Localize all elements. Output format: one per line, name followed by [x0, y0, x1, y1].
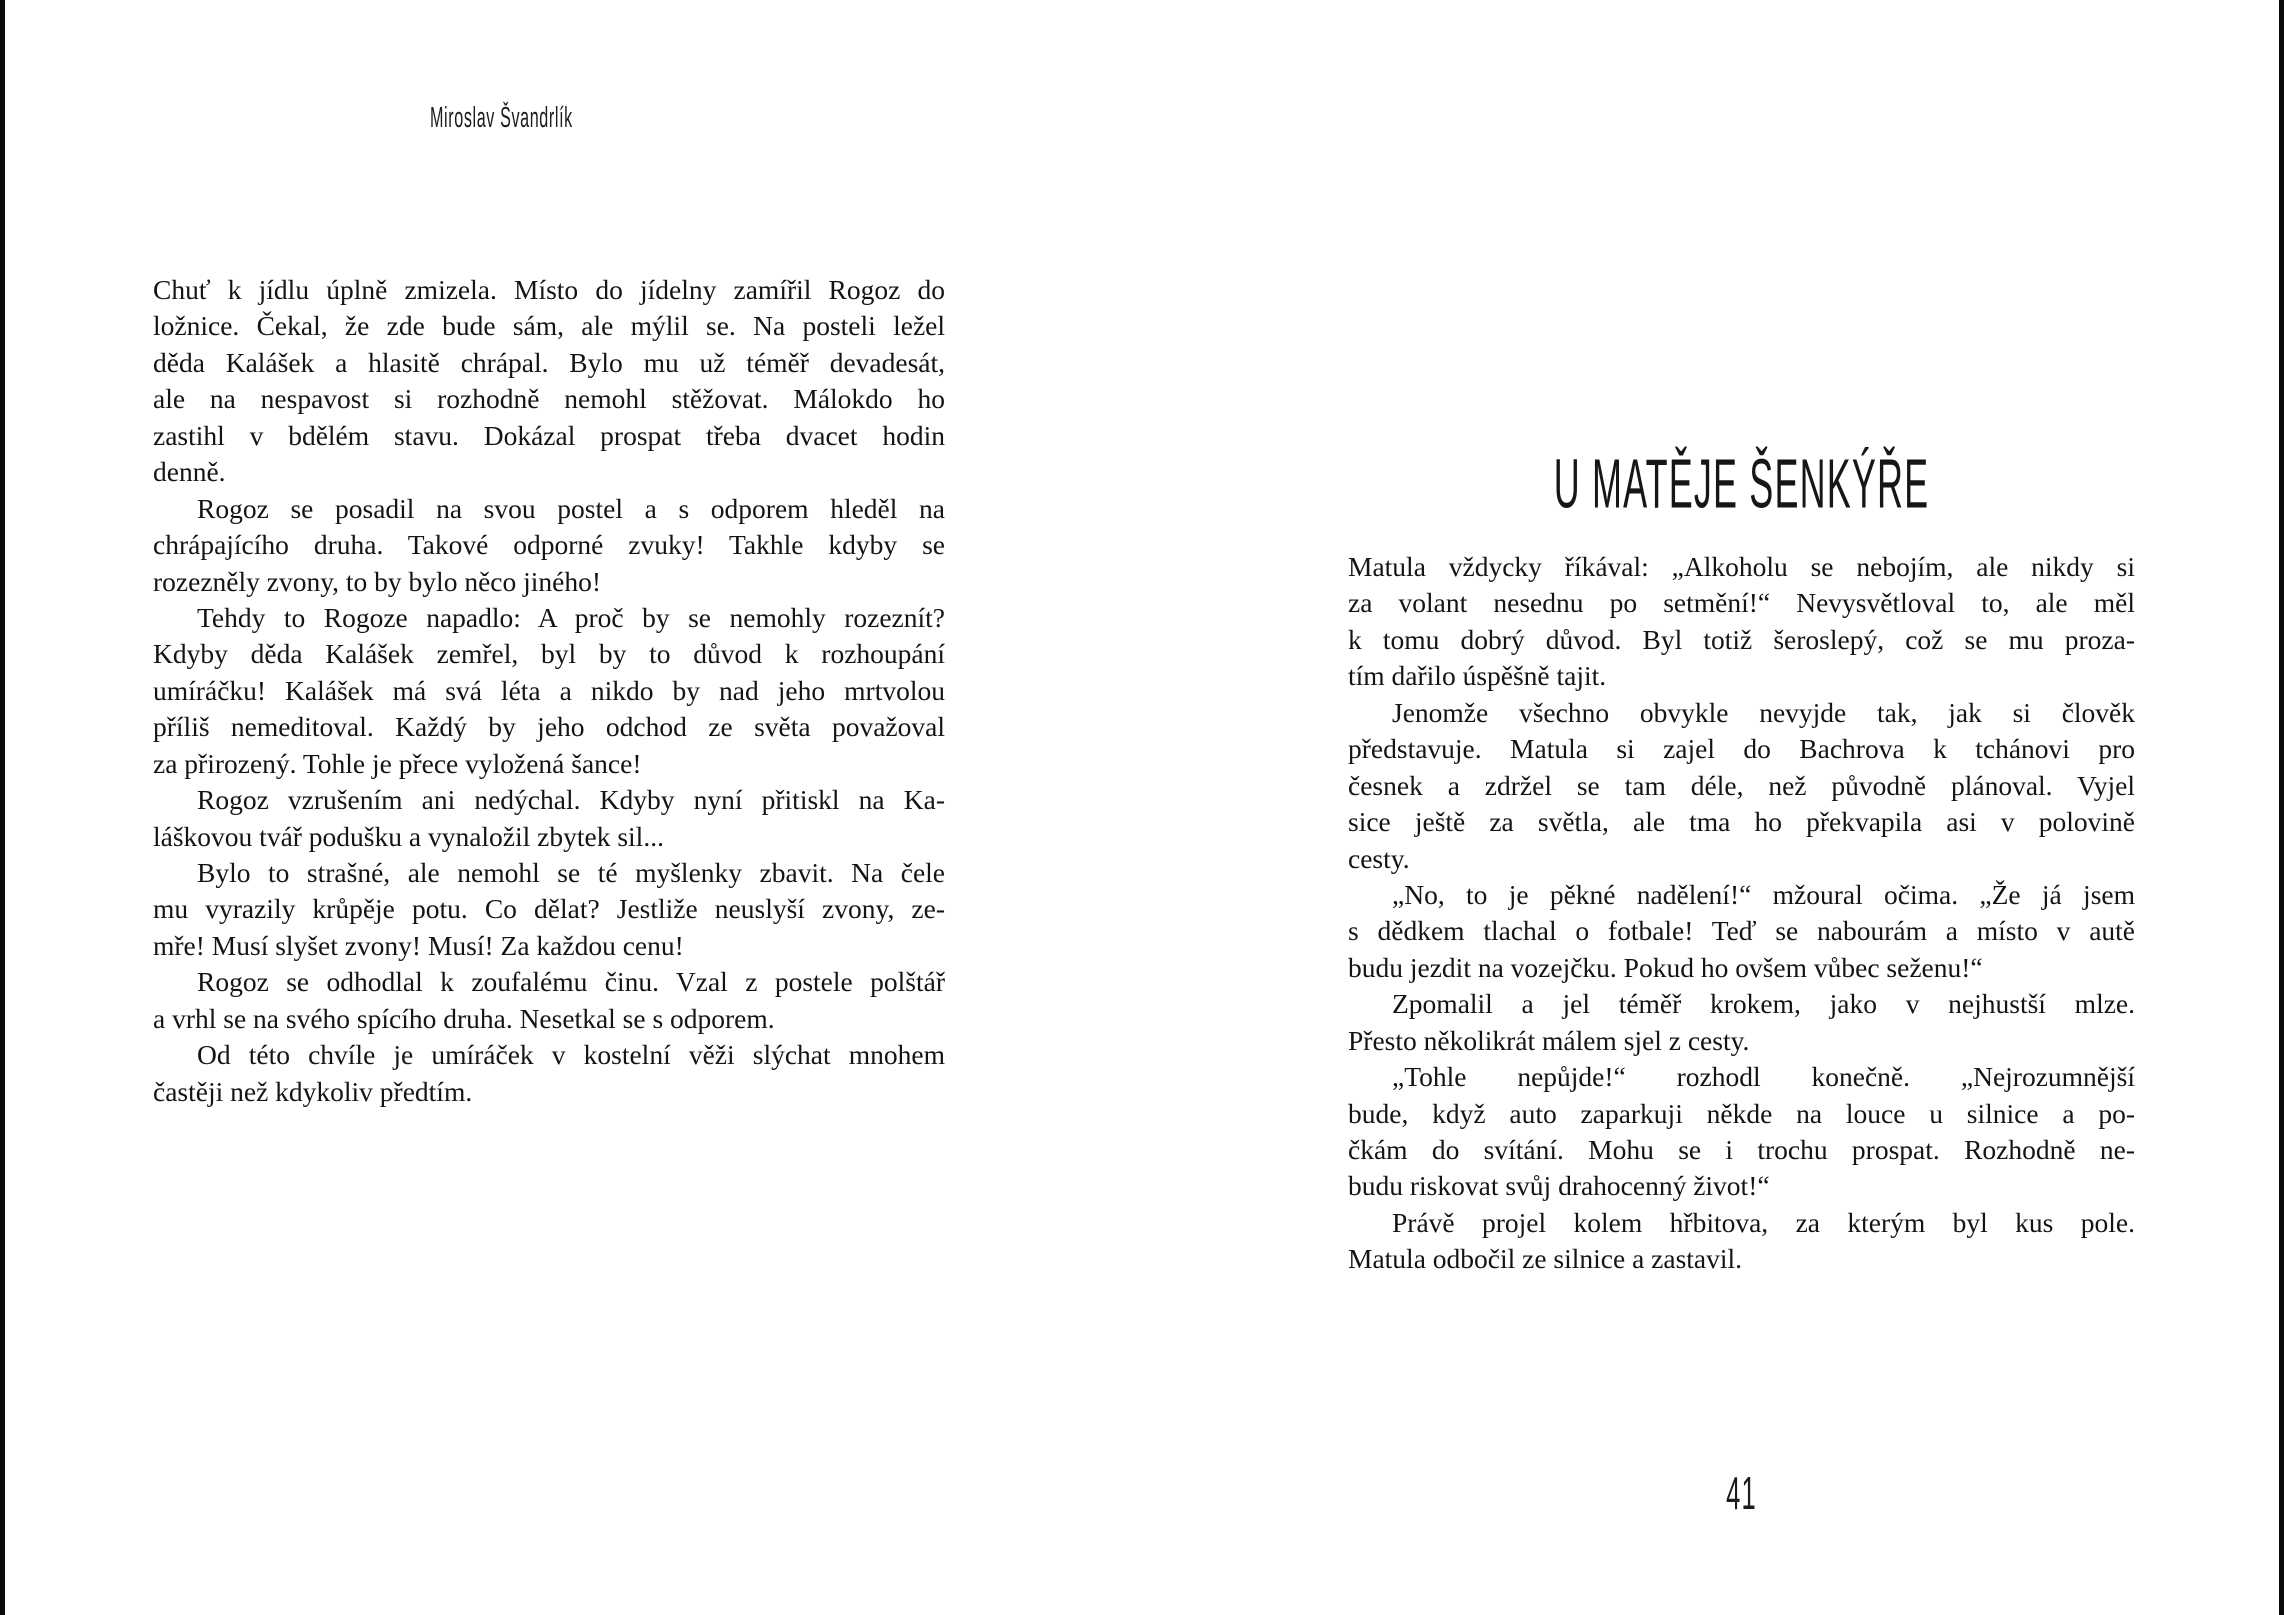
text-line: příliš nemeditoval. Každý by jeho odchod ze světa považoval	[153, 711, 945, 743]
text-line: rozezněly zvony, to by bylo něco jiného!	[153, 565, 602, 597]
text-line: Rogoz vzrušením ani nedýchal. Kdyby nyní přitiskl na Ka-	[197, 784, 945, 816]
text-line: čkám do svítání. Mohu se i trochu prospat. Rozhodně ne-	[1348, 1134, 2135, 1165]
text-line: mu vyrazily krůpěje potu. Co dělat? Jestliže neuslyší zvony, ze-	[153, 893, 945, 925]
text-line: budu jezdit na vozejčku. Pokud ho ovšem vůbec seženu!“	[1348, 951, 1983, 983]
text-line: Chuť k jídlu úplně zmizela. Místo do jídelny zamířil Rogoz do	[153, 274, 945, 305]
text-line: Zpomalil a jel téměř krokem, jako v nejhustší mlze.	[1392, 988, 2135, 1020]
text-line: Jenomže všechno obvykle nevyjde tak, jak si člověk	[1392, 696, 2135, 728]
text-line: Kdyby děda Kalášek zemřel, byl by to důvod k rozhoupání	[153, 638, 945, 670]
text-line: Matula vždycky říkával: „Alkoholu se nebojím, ale nikdy si	[1348, 551, 2135, 582]
text-line: „No, to je pěkné nadělení!“ mžoural očima. „Že já jsem	[1392, 878, 2135, 910]
text-line: sice ještě za světla, ale tma ho překvapila asi v polovině	[1348, 806, 2135, 838]
text-line: bude, když auto zaparkuji někde na louce u silnice a po-	[1348, 1097, 2135, 1129]
text-line: mře! Musí slyšet zvony! Musí! Za každou cenu!	[153, 929, 684, 961]
text-line: Tehdy to Rogoze napadlo: A proč by se nemohly rozeznít?	[197, 601, 945, 633]
text-line: Matula odbočil ze silnice a zastavil.	[1348, 1243, 1743, 1275]
text-line: za volant nesednu po setmění!“ Nevysvětloval to, ale měl	[1348, 587, 2135, 619]
text-line: denně.	[153, 456, 226, 488]
scan-edge-left	[0, 0, 5, 1615]
text-line: a vrhl se na svého spícího druha. Nesetkal se s odporem.	[153, 1002, 775, 1034]
text-line: ale na nespavost si rozhodně nemohl stěžovat. Málokdo ho	[153, 383, 945, 415]
text-line: budu riskovat svůj drahocenný život!“	[1348, 1170, 1770, 1202]
text-line: k tomu dobrý důvod. Byl totiž šeroslepý, což se mu proza-	[1348, 623, 2135, 655]
text-line: s dědkem tlachal o fotbale! Teď se nabourám a místo v autě	[1348, 915, 2135, 947]
text-line: umíráčku! Kalášek má svá léta a nikdo by nad jeho mrtvolou	[153, 674, 945, 706]
text-line: chrápajícího druha. Takové odporné zvuky! Takhle kdyby se	[153, 529, 945, 561]
text-line: Rogoz se odhodlal k zoufalému činu. Vzal z postele polštář	[197, 966, 945, 998]
text-line: zastihl v bdělém stavu. Dokázal prospat třeba dvacet hodin	[153, 419, 945, 451]
text-line: Od této chvíle je umíráček v kostelní věži slýchat mnohem	[197, 1039, 945, 1071]
scan-edge-right	[2279, 0, 2284, 1615]
text-line: Přesto několikrát málem sjel z cesty.	[1348, 1024, 1750, 1056]
left-page-text-block	[153, 272, 945, 1110]
text-line: Právě projel kolem hřbitova, za kterým byl kus pole.	[1392, 1206, 2135, 1238]
chapter-title: U MATĚJE ŠENKÝŘE	[1553, 446, 1930, 524]
right-page-text-block	[1348, 549, 2135, 1278]
text-line: děda Kalášek a hlasitě chrápal. Bylo mu už téměř devadesát,	[153, 346, 945, 378]
text-line: „Tohle nepůjde!“ rozhodl konečně. „Nejrozumnější	[1392, 1061, 2135, 1093]
text-line: častěji než kdykoliv předtím.	[153, 1075, 473, 1107]
text-line: ložnice. Čekal, že zde bude sám, ale mýlil se. Na posteli ležel	[153, 310, 945, 342]
text-line: Rogoz se posadil na svou postel a s odporem hleděl na	[197, 492, 945, 524]
page-number: 41	[1726, 1468, 1757, 1520]
text-line: Bylo to strašné, ale nemohl se té myšlenky zbavit. Na čele	[197, 857, 945, 888]
text-line: představuje. Matula si zajel do Bachrova k tchánovi pro	[1348, 733, 2135, 765]
text-line: za přirozený. Tohle je přece vyložená šance!	[153, 747, 642, 779]
text-line: tím dařilo úspěšně tajit.	[1348, 660, 1607, 692]
text-line: cesty.	[1348, 842, 1410, 874]
text-line: česnek a zdržel se tam déle, než původně plánoval. Vyjel	[1348, 769, 2135, 801]
running-header-author: Miroslav Švandrlík	[430, 100, 573, 134]
text-line: láškovou tvář podušku a vynaložil zbytek sil...	[153, 820, 664, 852]
